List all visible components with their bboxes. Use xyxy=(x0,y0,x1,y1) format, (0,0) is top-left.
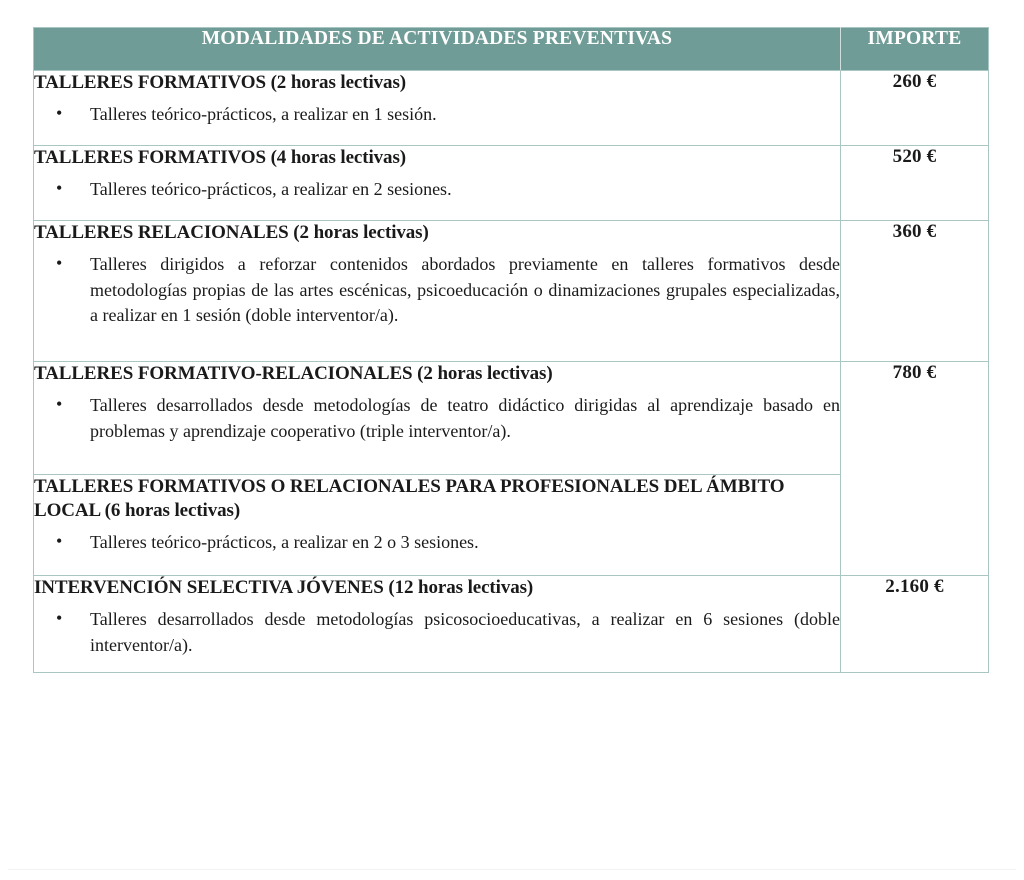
activity-title: TALLERES FORMATIVO-RELACIONALES (2 horas lectivas) xyxy=(34,363,553,384)
list-item: • Talleres desarrollados desde metodologías psicosocioeducativas, a realizar en 6 sesiones (doble interventor/a). xyxy=(34,607,840,658)
activity-title: TALLERES FORMATIVOS (2 horas lectivas) xyxy=(34,72,406,93)
list-item: • Talleres teórico-prácticos, a realizar en 2 sesiones. xyxy=(34,177,840,203)
activity-description-cell xyxy=(34,475,841,576)
table-row xyxy=(34,576,989,673)
column-header-description: MODALIDADES DE ACTIVIDADES PREVENTIVAS xyxy=(34,28,841,71)
table-header xyxy=(34,28,989,71)
preventive-activities-table-container xyxy=(33,27,988,673)
list-item: • Talleres dirigidos a reforzar contenidos abordados previamente en talleres formativos desde metodologías propias de las artes escénicas, psicoeducación o dinamizaciones grupales especializadas, a realizar en 1 sesión (doble interventor/a). xyxy=(34,252,840,329)
activity-amount-cell-merged: 780 € xyxy=(841,362,989,576)
list-item: • Talleres teórico-prácticos, a realizar en 1 sesión. xyxy=(34,102,840,128)
activity-description-cell xyxy=(34,362,841,475)
activity-description-cell xyxy=(34,71,841,146)
activity-title: TALLERES RELACIONALES (2 horas lectivas) xyxy=(34,222,429,243)
activity-bullet-list xyxy=(34,607,840,658)
list-item: • Talleres teórico-prácticos, a realizar en 2 o 3 sesiones. xyxy=(34,530,840,556)
table-header-row xyxy=(34,28,989,71)
table-row xyxy=(34,221,989,362)
preventive-activities-table xyxy=(33,27,989,673)
activity-title: TALLERES FORMATIVOS O RELACIONALES PARA PROFESIONALES DEL ÁMBITO LOCAL (6 horas lectivas) xyxy=(34,476,785,521)
activity-description-cell xyxy=(34,221,841,362)
activity-bullet-list xyxy=(34,102,840,128)
activity-bullet-list xyxy=(34,177,840,203)
activity-title: TALLERES FORMATIVOS (4 horas lectivas) xyxy=(34,147,406,168)
table-row xyxy=(34,146,989,221)
table-row xyxy=(34,362,989,475)
activity-bullet-list xyxy=(34,252,840,329)
activity-description-cell xyxy=(34,576,841,673)
column-header-amount: IMPORTE xyxy=(841,28,989,71)
list-item: • Talleres desarrollados desde metodologías de teatro didáctico dirigidas al aprendizaje basado en problemas y aprendizaje cooperativo (triple interventor/a). xyxy=(34,393,840,444)
activity-title: INTERVENCIÓN SELECTIVA JÓVENES (12 horas lectivas) xyxy=(34,577,534,598)
table-row xyxy=(34,71,989,146)
activity-amount-cell: 2.160 € xyxy=(841,576,989,673)
page-footer-rule xyxy=(8,869,1016,870)
activity-amount-cell: 520 € xyxy=(841,146,989,221)
activity-bullet-list xyxy=(34,530,840,556)
activity-amount-cell: 260 € xyxy=(841,71,989,146)
activity-bullet-list xyxy=(34,393,840,444)
table-body xyxy=(34,71,989,673)
activity-amount-cell: 360 € xyxy=(841,221,989,362)
activity-description-cell xyxy=(34,146,841,221)
